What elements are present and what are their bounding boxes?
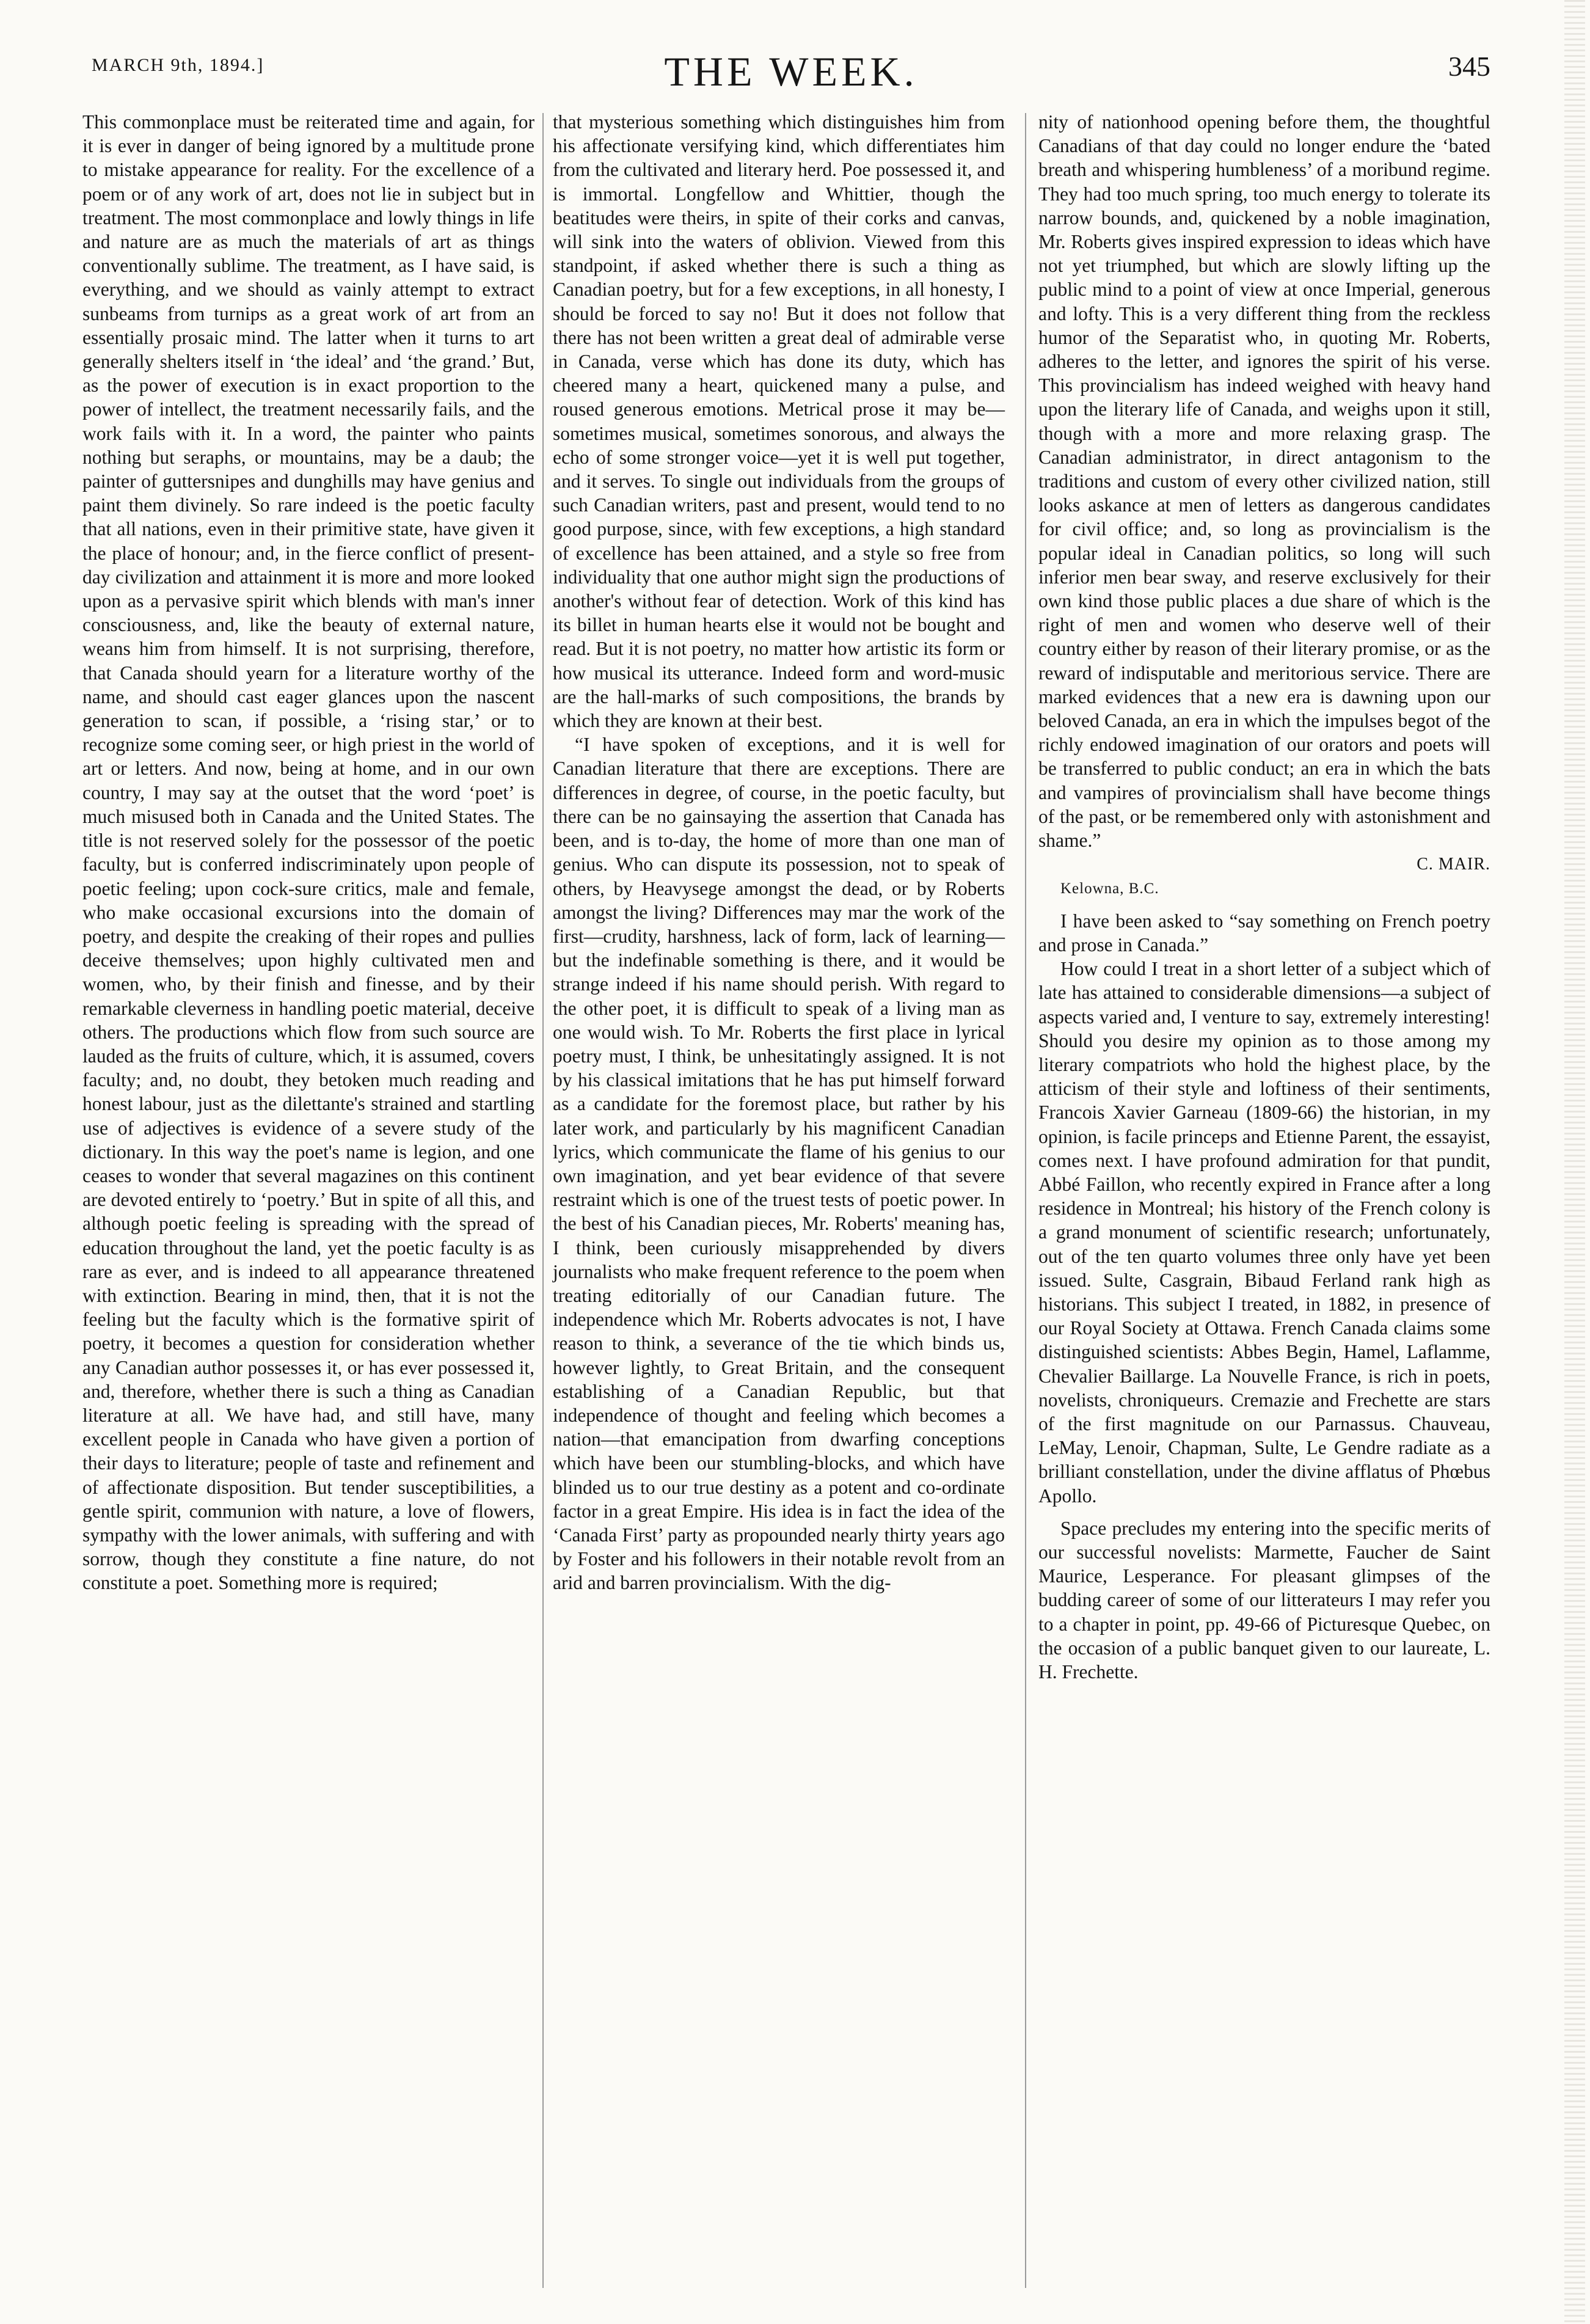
paragraph: Space precludes my entering into the specific merits of our successful novelists: Marmette, Faucher de Saint Maurice, Lesperance. For pleasant glimpses of the budding career of some of our litterateurs I may refer you to a chapter in point, pp. 49-66 of Picturesque Quebec, on the occasion of a public banquet given to our laureate, L. H. Frechette.: [1038, 1517, 1490, 1683]
publication-title: THE WEEK.: [664, 48, 918, 95]
text-column-2: [553, 110, 1005, 2285]
paragraph: “I have spoken of exceptions, and it is well for Canadian literature that there are exceptions. There are differences in degree, of course, in the poetic faculty, but there can be no gainsaying the assertion that Canada has been, and is to-day, the home of more than one man of genius. Who can dispute its possession, not to speak of others, by Heavysege amongst the dead, or by Roberts amongst the living? Differences may mar the work of the first—crudity, harshness, lack of form, lack of learning—but the indefinable something is there, and it would be strange indeed if his name should perish. With regard to the other poet, it is difficult to speak of a living man as one would wish. To Mr. Roberts the first place in lyrical poetry must, I think, be unhesitatingly assigned. It is not by his classical imitations that he has put himself forward as a candidate for the foremost place, but rather by his later work, and particularly by his magnificent Canadian lyrics, which communicate the flame of his genius to our own imagination, and yet bear evidence of that severe restraint which is one of the truest tests of poetic power. In the best of his Canadian pieces, Mr. Roberts' meaning has, I think, been curiously misapprehended by divers journalists who make frequent reference to the poem when treating editorially of our Canadian future. The independence which Mr. Roberts advocates is not, I have reason to think, a severance of the tie which binds us, however lightly, to Great Britain, and the consequent establishing of a Canadian Republic, but that independence of thought and feeling which becomes a nation—that emancipation from dwarfing conceptions which have been our stumbling-blocks, and which have blinded us to our true destiny as a potent and co-ordinate factor in a great Empire. His idea is in fact the idea of the ‘Canada First’ party as propounded nearly thirty years ago by Foster and his followers in their notable revolt from an arid and barren provincialism. With the dig-: [553, 734, 1005, 1594]
author-signature: C. MAIR.: [1417, 855, 1490, 874]
column-divider: [542, 113, 544, 2288]
paragraph: This commonplace must be reiterated time and again, for it is ever in danger of being ignored by a multitude prone to mistake appearance for reality. For the excellence of a poem or of any work of art, does not lie in subject but in treatment. The most commonplace and lowly things in life and nature are as much the materials of art as things conventionally sublime. The treatment, as I have said, is everything, and we should as vainly attempt to extract sunbeams from turnips as a great work of art from an essentially prosaic mind. The latter when it turns to art generally shelters itself in ‘the ideal’ and ‘the grand.’ But, as the power of execution is in exact proportion to the power of intellect, the treatment necessarily fails, and the work fails with it. In a word, the painter who paints nothing but seraphs, or mountains, may be a daub; the painter of guttersnipes and dunghills may have genius and paint them divinely. So rare indeed is the poetic faculty that all nations, even in their primitive state, have given it the place of honour; and, in the fierce conflict of present-day civilization and attainment it is more and more looked upon as a pervasive spirit which blends with man's inner consciousness, and, like the beauty of external nature, weans him from himself. It is not surprising, therefore, that Canada should yearn for a literature worthy of the name, and should cast eager glances upon the nascent generation to scan, if possible, a ‘rising star,’ or to recognize some coming seer, or high priest in the world of art or letters. And now, being at home, and in our own country, I may say at the outset that the word ‘poet’ is much misused both in Canada and the United States. The title is not reserved solely for the possessor of the poetic faculty, but is conferred indiscriminately upon people of poetic feeling; upon cock-sure critics, male and female, who make occasional excursions into the domain of poetry, and despite the creaking of their ropes and pullies deceive themselves; upon highly cultivated men and women, who, by their finish and finesse, and by their remarkable cleverness in handling poetic material, deceive others. The productions which flow from such source are lauded as the fruits of culture, which, it is assumed, covers faculty; and, no doubt, they betoken much reading and honest labour, just as the dilettante's strained and startling use of adjectives is evidence of a severe study of the dictionary. In this way the poet's name is legion, and one ceases to wonder that several magazines on this continent are devoted entirely to ‘poetry.’ But in spite of all this, and although poetic feeling is spreading with the spread of education throughout the land, yet the poetic faculty is as rare as ever, and is indeed to all appearance threatened with extinction. Bearing in mind, then, that it is not the feeling but the faculty which is the formative spirit of poetry, it becomes a question for consideration whether any Canadian author possesses it, or has ever possessed it, and, therefore, whether there is such a thing as Canadian literature at all. We have had, and still have, many excellent people in Canada who have given a portion of their days to literature; people of taste and refinement and of affectionate disposition. But tender susceptibilities, a gentle spirit, communion with nature, a love of flowers, sympathy with the lower animals, with suffering and with sorrow, though they constitute a fine nature, do not constitute a poet. Something more is required;: [82, 111, 534, 1594]
paragraph: nity of nationhood opening before them, the thoughtful Canadians of that day could no longer endure the ‘bated breath and whispering humbleness’ of a moribund regime. They had too much spring, too much energy to tolerate its narrow bounds, and, quickened by a noble imagination, Mr. Roberts gives inspired expression to ideas which have not yet triumphed, but which are slowly lifting up the public mind to a point of view at once Imperial, generous and lofty. This is a very different thing from the reckless humor of the Separatist who, in quoting Mr. Roberts, adheres to the letter, and ignores the spirit of his verse. This provincialism has indeed weighed with heavy hand upon the literary life of Canada, and weighs upon it still, though with a more and more relaxing grasp. The Canadian administrator, in direct antagonism to the traditions and custom of every other civilized nation, still looks askance at men of letters as dangerous candidates for civil office; and, so long as provincialism is the popular ideal in Canadian politics, so long will such inferior men bear sway, and reserve exclusively for their own kind those public places a due share of which is the right of men and women who deserve well of their country either by reason of their literary promise, or as the reward of indisputable and meritorious service. There are marked evidences that a new era is dawning upon our beloved Canada, an era in which the impulses begot of the richly endowed imagination of our orators and poets will be transferred to public conduct; an era in which the bats and vampires of provincialism shall have become things of the past, or be remembered only with astonishment and shame.”: [1038, 111, 1490, 852]
text-column-3: [1038, 110, 1490, 2285]
issue-date: MARCH 9th, 1894.]: [92, 55, 264, 75]
paragraph: that mysterious something which distinguishes him from his affectionate versifying kind, which differentiates him from the cultivated and literary herd. Poe possessed it, and is immortal. Longfellow and Whittier, though the beatitudes were theirs, in spite of their corks and canvas, will sink into the waters of oblivion. Viewed from this standpoint, if asked whether there is such a thing as Canadian poetry, but for a few exceptions, in all honesty, I should be forced to say no! But it does not follow that there has not been written a great deal of admirable verse in Canada, verse which has done its duty, which has cheered many a heart, quickened many a pulse, and roused generous emotions. Metrical prose it may be—sometimes musical, sometimes sonorous, and always the echo of some stronger voice—yet it is well put together, and it serves. To single out individuals from the groups of such Canadian writers, past and present, would tend to no good purpose, since, with few exceptions, a high standard of excellence has been attained, and a style so free from individuality that one author might sign the productions of another's without fear of detection. Work of this kind has its billet in human hearts else it would not be bought and read. But it is not poetry, no matter how artistic its form or how musical its utterance. Indeed form and word-music are the hall-marks of such compositions, the brands by which they are known at their best.: [553, 111, 1005, 732]
page-header: [92, 18, 1490, 98]
paragraph: I have been asked to “say something on French poetry and prose in Canada.”: [1038, 910, 1490, 956]
paragraph: How could I treat in a short letter of a subject which of late has attained to considerable dimensions—a subject of aspects varied and, I venture to say, extremely interesting! Should you desire my opinion as to those among my literary compatriots who hold the highest place, by the atticism of their style and loftiness of their sentiments, Francois Xavier Garneau (1809-66) the historian, in my opinion, is facile princeps and Etienne Parent, the essayist, comes next. I have profound admiration for that pundit, Abbé Faillon, who recently expired in France after a long residence in Montreal; his history of the French colony is a grand monument of scientific research; unfortunately, out of the ten quarto volumes three only have yet been issued. Sulte, Casgrain, Bibaud Ferland rank high as historians. This subject I treated, in 1882, in presence of our Royal Society at Ottawa. French Canada claims some distinguished scientists: Abbes Begin, Hamel, Laflamme, Chevalier Baillarge. La Nouvelle France, is rich in poets, novelists, chroniqueurs. Cremazie and Frechette are stars of the first magnitude on our Parnassus. Chauveau, LeMay, Lenoir, Chapman, Sulte, Le Gendre radiate as a brilliant constellation, under the divine afflatus of Phœbus Apollo.: [1038, 958, 1490, 1507]
column-divider: [1025, 113, 1026, 2288]
page-number: 345: [1448, 51, 1490, 82]
page-edge-shadow: [1564, 0, 1585, 2324]
text-column-1: [82, 110, 534, 2285]
author-location: Kelowna, B.C.: [1060, 880, 1159, 897]
